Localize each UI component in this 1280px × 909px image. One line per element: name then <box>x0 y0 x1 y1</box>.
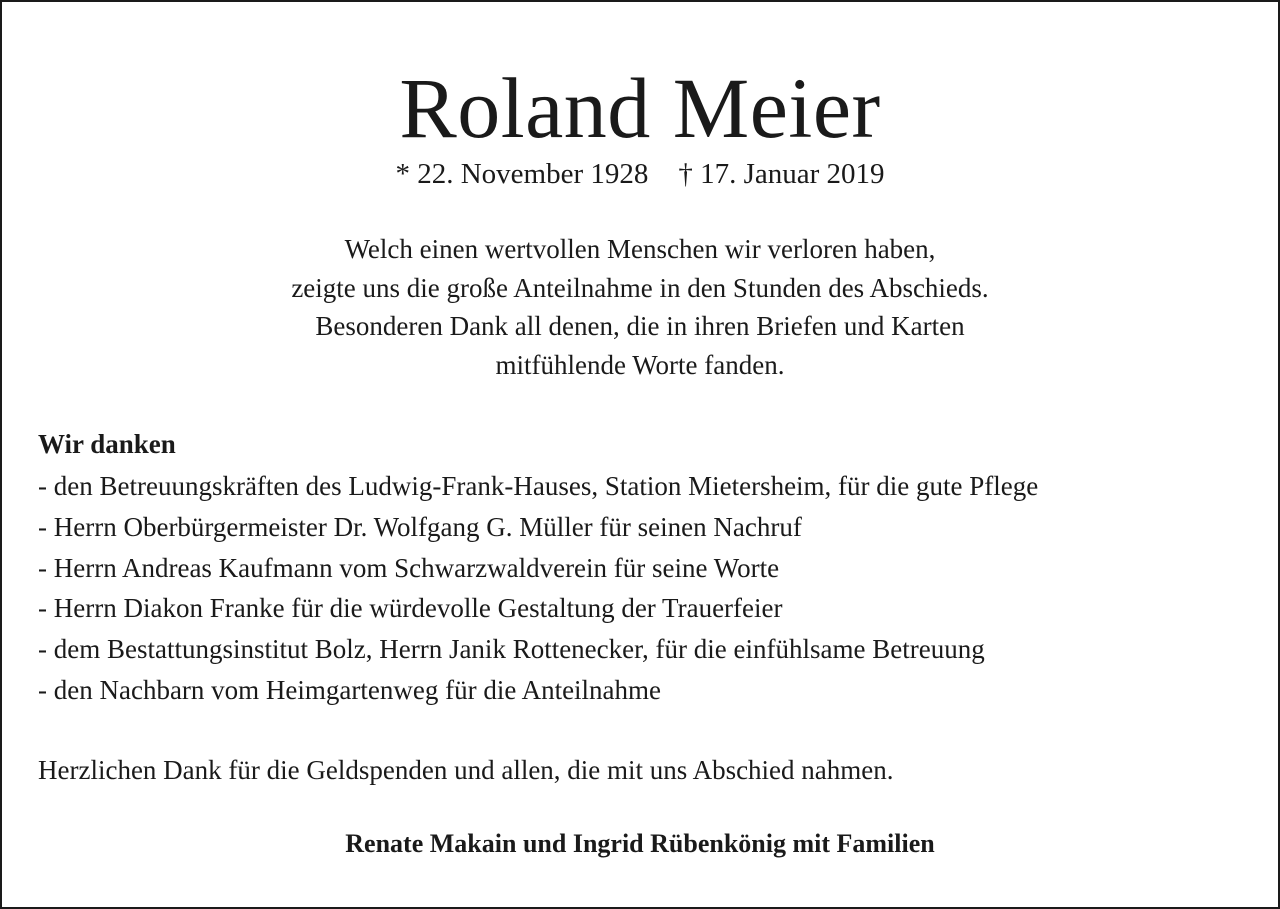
birth-date: * 22. November 1928 <box>395 158 649 190</box>
intro-line: zeigte uns die große Anteilnahme in den Stunden des Abschieds. <box>291 272 989 303</box>
thanks-item: - dem Bestattungsinstitut Bolz, Herrn Janik Rottenecker, für die einfühlsame Betreuung <box>38 634 985 665</box>
life-dates <box>0 156 1280 192</box>
thanks-item: - Herrn Diakon Franke für die würdevolle Gestaltung der Trauerfeier <box>38 593 783 624</box>
thanks-item: - den Nachbarn vom Heimgartenweg für die Anteilnahme <box>38 674 662 705</box>
thanks-item: - Herrn Oberbürgermeister Dr. Wolfgang G. Müller für seinen Nachruf <box>38 511 802 542</box>
closing-text: Herzlichen Dank für die Geldspenden und allen, die mit uns Abschied nahmen. <box>38 755 894 785</box>
signature: Renate Makain und Ingrid Rübenkönig mit Familien <box>345 829 935 858</box>
thanks-item: - den Betreuungskräften des Ludwig-Frank-Hauses, Station Mietersheim, für die gute Pflege <box>38 471 1039 501</box>
deceased-name: Roland Meier <box>399 60 881 156</box>
intro-text <box>0 230 1280 385</box>
intro-line: mitfühlende Worte fanden. <box>495 350 785 381</box>
death-date: † 17. Januar 2019 <box>678 158 885 190</box>
intro-line: Welch einen wertvollen Menschen wir verloren haben, <box>344 234 936 264</box>
thanks-list <box>38 466 1038 711</box>
thanks-item: - Herrn Andreas Kaufmann vom Schwarzwaldverein für seine Worte <box>38 552 780 583</box>
thanks-heading: Wir danken <box>38 429 176 459</box>
intro-line: Besonderen Dank all denen, die in ihren Briefen und Karten <box>315 311 965 342</box>
